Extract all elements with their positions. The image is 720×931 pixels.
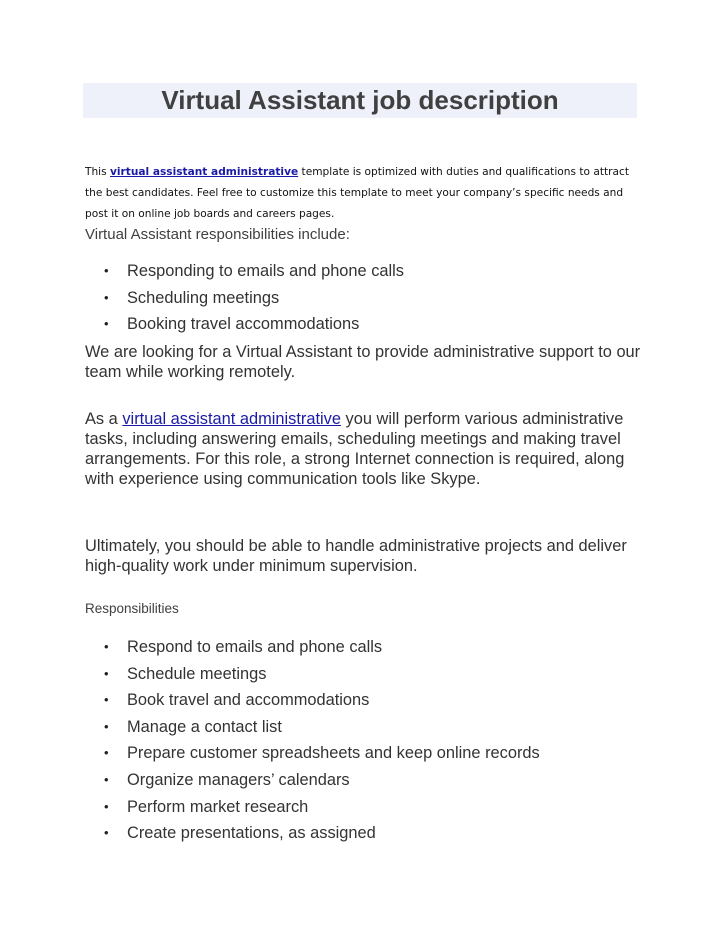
responsibilities-heading: Responsibilities <box>85 601 179 616</box>
title-band <box>83 83 637 118</box>
list-item <box>85 314 404 341</box>
list-item-text: Book travel and accommodations <box>127 691 370 710</box>
list-item <box>85 797 540 824</box>
bullet-icon: • <box>104 771 109 787</box>
list-item <box>85 770 540 797</box>
intro-paragraph <box>85 162 635 225</box>
list-item <box>85 823 540 850</box>
paragraph-ultimately: Ultimately, you should be able to handle administrative projects and deliver high-quality work under minimum supervision. <box>85 537 627 575</box>
bullet-icon: • <box>104 316 109 331</box>
bullet-icon: • <box>104 798 109 814</box>
list-item-text: Organize managers’ calendars <box>127 770 350 789</box>
intro-suffix: template is optimized with duties and qualifications to attract the best candidates. Feel free to customize this template to meet your company’s specific needs and post it on online job boards and careers pages. <box>85 166 629 220</box>
page-title: Virtual Assistant job description <box>161 85 559 115</box>
list-item <box>85 743 540 770</box>
paragraph2-suffix: you will perform various administrative tasks, including answering emails, scheduling meetings and making travel arrangements. For this role, a strong Internet connection is required, along with experience using communication tools like Skype. <box>85 410 625 488</box>
bullet-icon: • <box>104 825 109 841</box>
list-item-text: Booking travel accommodations <box>127 315 360 333</box>
list-item <box>85 664 540 691</box>
list-item <box>85 261 404 288</box>
list-item-text: Manage a contact list <box>127 717 282 736</box>
intro-link[interactable]: virtual assistant administrative <box>110 166 299 178</box>
intro-prefix: This <box>85 166 111 178</box>
list-item-text: Responding to emails and phone calls <box>127 262 405 280</box>
bullet-icon: • <box>104 745 109 761</box>
list-item-text: Scheduling meetings <box>127 288 280 307</box>
paragraph-role-description <box>85 409 645 489</box>
list-item-text: Schedule meetings <box>127 664 267 683</box>
bullet-icon: • <box>104 692 109 708</box>
bullet-icon: • <box>104 718 109 734</box>
list-item-text: Prepare customer spreadsheets and keep online records <box>127 744 540 763</box>
list-item-text: Perform market research <box>127 797 309 816</box>
paragraph-looking-for: We are looking for a Virtual Assistant to provide administrative support to our team while working remotely. <box>85 343 641 381</box>
responsibilities-list <box>85 637 540 850</box>
paragraph2-link[interactable]: virtual assistant administrative <box>122 410 341 428</box>
list-item <box>85 690 540 717</box>
bullet-icon: • <box>104 263 109 278</box>
responsibilities-intro-heading: Virtual Assistant responsibilities include: <box>85 226 350 243</box>
responsibilities-intro-list <box>85 261 404 341</box>
bullet-icon: • <box>104 665 109 681</box>
list-item <box>85 637 540 664</box>
list-item-text: Respond to emails and phone calls <box>127 638 383 656</box>
bullet-icon: • <box>104 289 109 305</box>
list-item <box>85 717 540 744</box>
bullet-icon: • <box>104 639 109 654</box>
list-item <box>85 288 404 315</box>
list-item-text: Create presentations, as assigned <box>127 824 376 843</box>
paragraph2-prefix: As a <box>85 410 123 428</box>
